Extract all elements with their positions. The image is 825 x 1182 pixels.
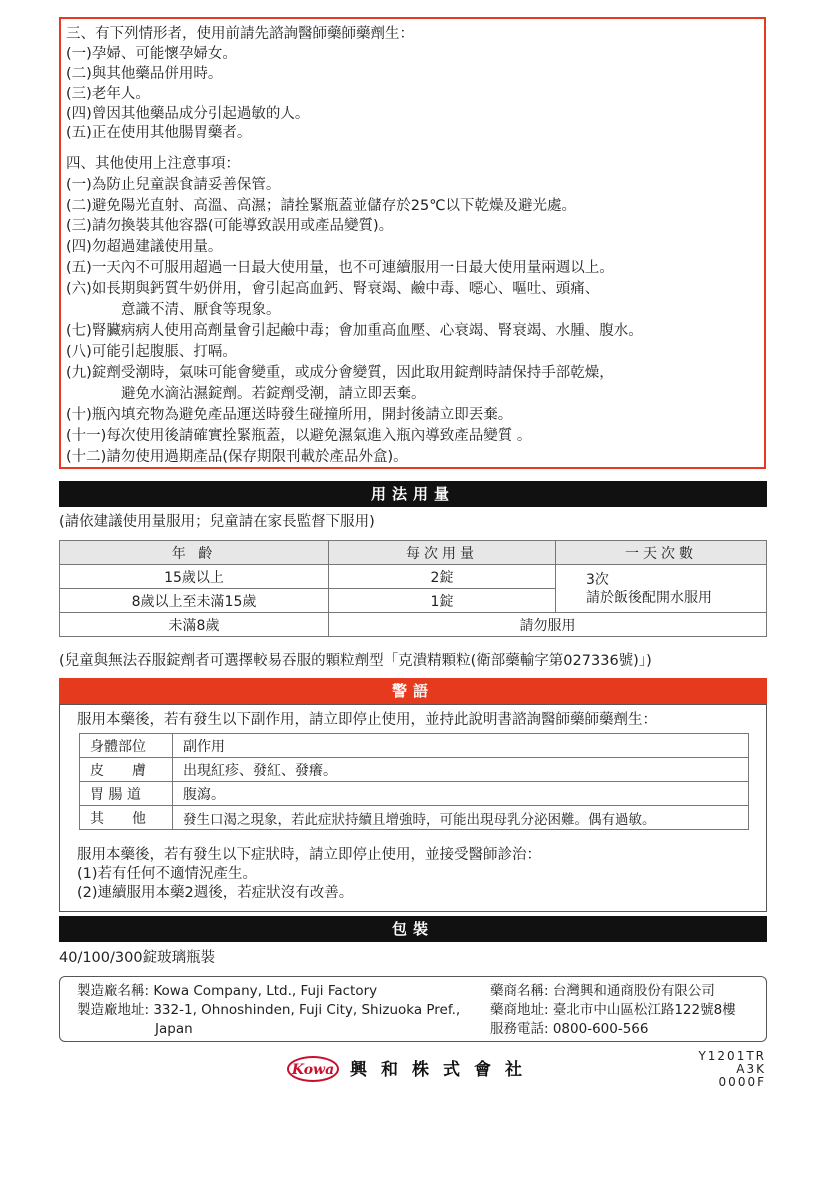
manufacturer-name: 製造廠名稱: Kowa Company, Ltd., Fuji Factory <box>77 983 378 999</box>
section3-item: (一)孕婦、可能懷孕婦女。 <box>66 46 237 62</box>
section3-item: (五)正在使用其他腸胃藥者。 <box>66 125 252 141</box>
warning-second-item: (1)若有任何不適情況產生。 <box>77 866 258 882</box>
dosage-header-times: 一天次數 <box>556 541 767 565</box>
usage-title-bar: 用法用量 <box>59 481 767 507</box>
warning-intro: 服用本藥後，若有發生以下副作用，請立即停止使用，並持此說明書諮詢醫師藥師藥劑生： <box>77 712 657 728</box>
dosage-table <box>59 540 767 637</box>
dosage-age-cell: 15歲以上 <box>60 565 329 589</box>
usage-note: (請依建議使用量服用；兒童請在家長監督下服用) <box>59 514 375 530</box>
side-effects-effect-cell: 腹瀉。 <box>173 782 749 806</box>
section4-item: (六)如長期與鈣質牛奶併用，會引起高血鈣、腎衰竭、鹼中毒、噁心、嘔吐、頭痛、 <box>66 281 600 297</box>
packaging-title-bar: 包裝 <box>59 916 767 942</box>
dosage-age-cell: 8歲以上至未滿15歲 <box>60 589 329 613</box>
section4-item: (一)為防止兒童誤食請妥善保管。 <box>66 177 281 193</box>
dosage-times-instruction: 請於飯後配開水服用 <box>586 589 712 606</box>
manufacturer-address: 製造廠地址: 332-1, Ohnoshinden, Fuji City, Shizuoka Pref., <box>77 1002 461 1018</box>
side-effects-effect-cell: 出現紅疹、發紅、發癢。 <box>173 758 749 782</box>
dealer-name: 藥商名稱: 台灣興和通商股份有限公司 <box>490 983 715 999</box>
side-effects-part-cell: 皮 膚 <box>80 758 173 782</box>
section3-item: (三)老年人。 <box>66 86 150 102</box>
section4-item: (十一)每次使用後請確實拴緊瓶蓋，以避免濕氣進入瓶內導致產品變質 。 <box>66 428 532 444</box>
print-code-line: 0000F <box>718 1075 766 1089</box>
warning-title-bar: 警語 <box>59 678 767 704</box>
section3-item: (四)曾因其他藥品成分引起過敏的人。 <box>66 106 310 122</box>
section4-item: (八)可能引起腹脹、打嗝。 <box>66 344 237 360</box>
dosage-dose-cell: 2錠 <box>329 565 556 589</box>
section3-heading: 三、有下列情形者，使用前請先諮詢醫師藥師藥劑生： <box>66 26 414 42</box>
section4-item-cont: 意識不清、厭食等現象。 <box>121 302 281 318</box>
dosage-header-age: 年 齡 <box>60 541 329 565</box>
section4-item: (十二)請勿使用過期產品(保存期限刊載於產品外盒)。 <box>66 449 408 465</box>
section4-item: (三)請勿換裝其他容器(可能導致誤用或產品變質)。 <box>66 218 394 234</box>
side-effects-header-effect: 副作用 <box>173 734 749 758</box>
dealer-phone: 服務電話: 0800-600-566 <box>490 1021 649 1037</box>
side-effects-table <box>79 733 749 830</box>
warning-second-item: (2)連續服用本藥2週後，若症狀沒有改善。 <box>77 885 354 901</box>
print-code-line: Y1201TR <box>698 1049 766 1063</box>
side-effects-part-cell: 其 他 <box>80 806 173 830</box>
kowa-logo: Kowa <box>287 1056 339 1082</box>
company-name: 興和株式會社 <box>350 1060 536 1080</box>
section3-item: (二)與其他藥品併用時。 <box>66 66 223 82</box>
print-code-line: A3K <box>736 1062 766 1076</box>
section4-item: (七)腎臟病病人使用高劑量會引起鹼中毒；會加重高血壓、心衰竭、腎衰竭、水腫、腹水。 <box>66 323 643 339</box>
side-effects-effect-cell: 發生口渴之現象，若此症狀持續且增強時，可能出現母乳分泌困難。偶有過敏。 <box>173 806 749 830</box>
dealer-address: 藥商地址: 臺北市中山區松江路122號8樓 <box>490 1002 736 1018</box>
side-effects-header-part: 身體部位 <box>80 734 173 758</box>
dosage-dose-cell: 請勿服用 <box>329 613 767 637</box>
section4-item: (二)避免陽光直射、高溫、高濕；請拴緊瓶蓋並儲存於25℃以下乾燥及避光處。 <box>66 198 577 214</box>
section4-item: (四)勿超過建議使用量。 <box>66 239 223 255</box>
manufacturer-box <box>59 976 767 1042</box>
section4-item-cont: 避免水滴沾濕錠劑。若錠劑受潮，請立即丟棄。 <box>121 386 426 402</box>
dosage-times-count: 3次 <box>586 571 609 588</box>
dosage-header-dose: 每次用量 <box>329 541 556 565</box>
section4-heading: 四、其他使用上注意事項： <box>66 156 240 172</box>
section4-item: (十)瓶內填充物為避免產品運送時發生碰撞所用，開封後請立即丟棄。 <box>66 407 513 423</box>
section4-item: (九)錠劑受潮時，氣味可能會變重，或成分會變質，因此取用錠劑時請保持手部乾燥， <box>66 365 614 381</box>
side-effects-part-cell: 胃 腸 道 <box>80 782 173 806</box>
packaging-text: 40/100/300錠玻璃瓶裝 <box>59 950 216 966</box>
dosage-times-cell <box>556 565 767 613</box>
usage-footnote: (兒童與無法吞服錠劑者可選擇較易吞服的顆粒劑型「克潰精顆粒(衛部藥輸字第027336號)」) <box>59 653 652 669</box>
dosage-dose-cell: 1錠 <box>329 589 556 613</box>
manufacturer-address-cont: Japan <box>155 1021 193 1037</box>
print-code <box>698 1050 766 1089</box>
warning-second-intro: 服用本藥後，若有發生以下症狀時，請立即停止使用，並接受醫師診治： <box>77 847 541 863</box>
dosage-age-cell: 未滿8歲 <box>60 613 329 637</box>
section4-item: (五)一天內不可服用超過一日最大使用量，也不可連續服用一日最大使用量兩週以上。 <box>66 260 614 276</box>
